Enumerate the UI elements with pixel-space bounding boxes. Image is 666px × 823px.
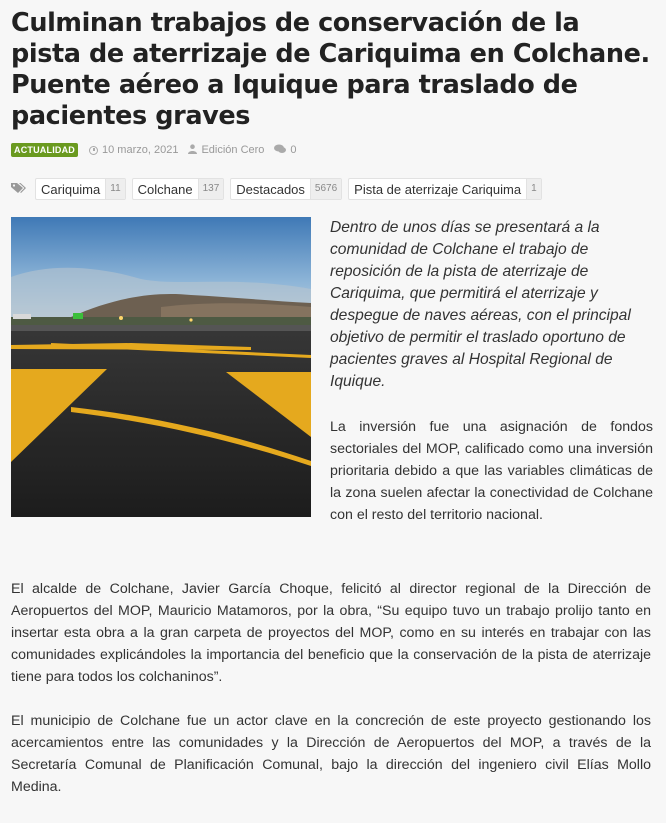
paragraph-1: La inversión fue una asignación de fondos sectoriales del MOP, calificado como una inversión prioritaria debido a que las variables climáticas de la zona suelen afectar la conectividad de Colchane con el resto del territorio nacional. — [330, 419, 653, 523]
post-date — [89, 144, 178, 156]
tag-list — [11, 178, 655, 200]
post-comments-count: 0 — [290, 144, 297, 156]
paragraph-3: El municipio de Colchane fue un actor clave en la concreción de este proyecto gestionando los acercamientos entre las comunidades y la Dirección de Aeropuertos del MOP, a través de la Secretaría Comunal de Planificación Comunal, bajo la dirección del ingeniero civil Elías Mollo Medina. — [11, 713, 651, 795]
tags-icon — [11, 181, 29, 197]
article-title: Culminan trabajos de conservación de la pista de aterrizaje de Cariquima en Colchane. Puente aéreo a Iquique para traslado de pacientes graves — [11, 8, 650, 131]
lead-column — [330, 217, 653, 526]
tag-count: 11 — [105, 179, 124, 199]
post-comments[interactable] — [274, 144, 296, 157]
tag-count: 1 — [526, 179, 541, 199]
tag-colchane[interactable] — [132, 178, 225, 200]
tag-label: Colchane — [137, 181, 193, 197]
tag-destacados[interactable] — [230, 178, 342, 200]
comments-icon — [274, 144, 286, 157]
runway-photo[interactable] — [11, 217, 311, 517]
tag-count: 5676 — [310, 179, 341, 199]
tag-pista-cariquima[interactable] — [348, 178, 541, 200]
tag-cariquima[interactable] — [35, 178, 126, 200]
user-icon — [188, 144, 197, 157]
clock-icon — [89, 146, 98, 155]
post-date-text: 10 marzo, 2021 — [102, 144, 179, 156]
tag-label: Cariquima — [41, 181, 101, 197]
category-badge[interactable]: ACTUALIDAD — [11, 143, 78, 157]
post-meta — [11, 142, 655, 158]
paragraph-2: El alcalde de Colchane, Javier García Choque, felicitó al director regional de la Dirección de Aeropuertos del MOP, Mauricio Matamoros, por la obra, “Su equipo tuvo un trabajo prolijo tanto en insertar esta obra a la gran carpeta de proyectos del MOP, como en su interés en trabajar con las comunidades explicándoles la importancia del beneficio que la conservación de la pista de aterrizaje tiene para todos los colchaninos”. — [11, 581, 651, 685]
tag-label: Pista de aterrizaje Cariquima — [354, 181, 522, 197]
article-lead: Dentro de unos días se presentará a la comunidad de Colchane el trabajo de reposición de la pista de aterrizaje de Cariquima, que permitirá el aterrizaje y despegue de naves aéreas, con el principal objetivo de permitir el traslado oportuno de pacientes graves al Hospital Regional de Iquique. — [330, 219, 631, 390]
tag-label: Destacados — [236, 181, 305, 197]
post-author[interactable] — [188, 144, 264, 157]
post-author-text: Edición Cero — [201, 144, 265, 156]
tag-count: 137 — [198, 179, 224, 199]
